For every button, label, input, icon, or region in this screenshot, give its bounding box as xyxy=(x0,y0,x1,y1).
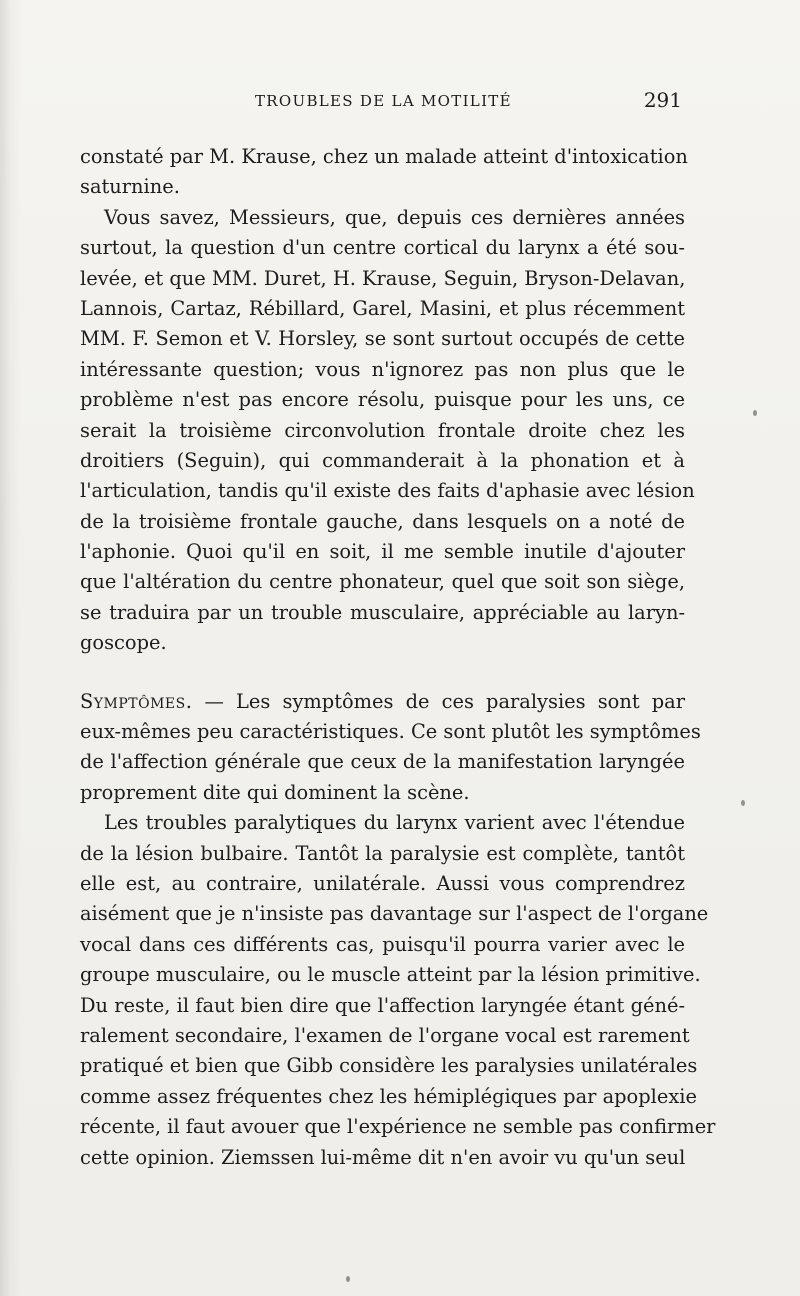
text-line: eux-mêmes peu caractéristiques. Ce sont plutôt les symptômes xyxy=(80,720,701,744)
text-line: cette opinion. Ziemssen lui-même dit n'en avoir vu qu'un seul xyxy=(80,1145,686,1169)
section-gap xyxy=(80,659,685,687)
text-line: goscope. xyxy=(80,631,167,655)
text-line: pratiqué et bien que Gibb considère les paralysies unilatérales xyxy=(80,1054,698,1078)
text-line: constaté par M. Krause, chez un malade atteint d'intoxication xyxy=(80,145,688,168)
paragraph-troubles-paralytiques xyxy=(80,808,716,1173)
page-number: 291 xyxy=(643,88,682,112)
body-text xyxy=(80,142,716,1173)
paragraph-symptomes xyxy=(80,687,701,809)
section-heading: Symptômes. xyxy=(80,689,193,713)
text-line: Vous savez, Messieurs, que, depuis ces dernières années xyxy=(104,205,685,229)
page-header xyxy=(80,88,685,118)
running-title: TROUBLES DE LA MOTILITÉ xyxy=(255,92,512,110)
text-line: l'aphonie. Quoi qu'il en soit, il me semble inutile d'ajouter xyxy=(80,540,685,564)
text-line: proprement dite qui dominent la scène. xyxy=(80,780,470,804)
text-line: levée, et que MM. Duret, H. Krause, Seguin, Bryson-Delavan, xyxy=(80,266,686,290)
text-line: groupe musculaire, ou le muscle atteint par la lésion primitive. xyxy=(80,963,701,987)
text-line: ralement secondaire, l'examen de l'organe vocal est rarement xyxy=(80,1023,690,1047)
text-line: vocal dans ces différents cas, puisqu'il pourra varier avec le xyxy=(80,932,685,956)
paragraph-centre-cortical xyxy=(80,203,695,659)
text-line: de l'affection générale que ceux de la manifestation laryngée xyxy=(80,750,685,774)
text-line: intéressante question; vous n'ignorez pas non plus que le xyxy=(80,357,685,381)
paper-speck xyxy=(741,800,745,806)
text-line: problème n'est pas encore résolu, puisque pour les uns, ce xyxy=(80,388,685,412)
text-line: MM. F. Semon et V. Horsley, se sont surtout occupés de cette xyxy=(80,327,685,351)
text-line: Les troubles paralytiques du larynx varient avec l'étendue xyxy=(104,811,685,835)
text-line: Lannois, Cartaz, Rébillard, Garel, Masini, et plus récemment xyxy=(80,296,685,320)
text-line: saturnine. xyxy=(80,175,180,199)
paper-speck xyxy=(753,410,757,416)
text-line: l'articulation, tandis qu'il existe des faits d'aphasie avec lésion xyxy=(80,479,695,503)
text-line: elle est, au contraire, unilatérale. Aussi vous comprendrez xyxy=(80,871,685,895)
text-line: de la troisième frontale gauche, dans lesquels on a noté de xyxy=(80,509,685,533)
text-line: droitiers (Seguin), qui commanderait à la phonation et à xyxy=(80,448,685,472)
text-line: Du reste, il faut bien dire que l'affection laryngée étant géné- xyxy=(80,993,685,1017)
text-line: comme assez fréquentes chez les hémiplégiques par apoplexie xyxy=(80,1084,697,1108)
paragraph-continued xyxy=(80,142,688,203)
text-line: aisément que je n'insiste pas davantage sur l'aspect de l'organe xyxy=(80,902,709,926)
text-line: que l'altération du centre phonateur, quel que soit son siège, xyxy=(80,570,685,594)
text-line: surtout, la question d'un centre cortical du larynx a été sou- xyxy=(80,236,685,260)
text-line: récente, il faut avouer que l'expérience ne semble pas confirmer xyxy=(80,1115,716,1139)
text-line: serait la troisième circonvolution frontale droite chez les xyxy=(80,418,685,442)
text-line: se traduira par un trouble musculaire, appréciable au laryn- xyxy=(80,600,685,624)
text-line-rest: — Les symptômes de ces paralysies sont par xyxy=(192,689,685,713)
paper-speck xyxy=(346,1276,350,1282)
text-line: de la lésion bulbaire. Tantôt la paralysie est complète, tantôt xyxy=(80,841,685,865)
text-line xyxy=(80,687,685,717)
